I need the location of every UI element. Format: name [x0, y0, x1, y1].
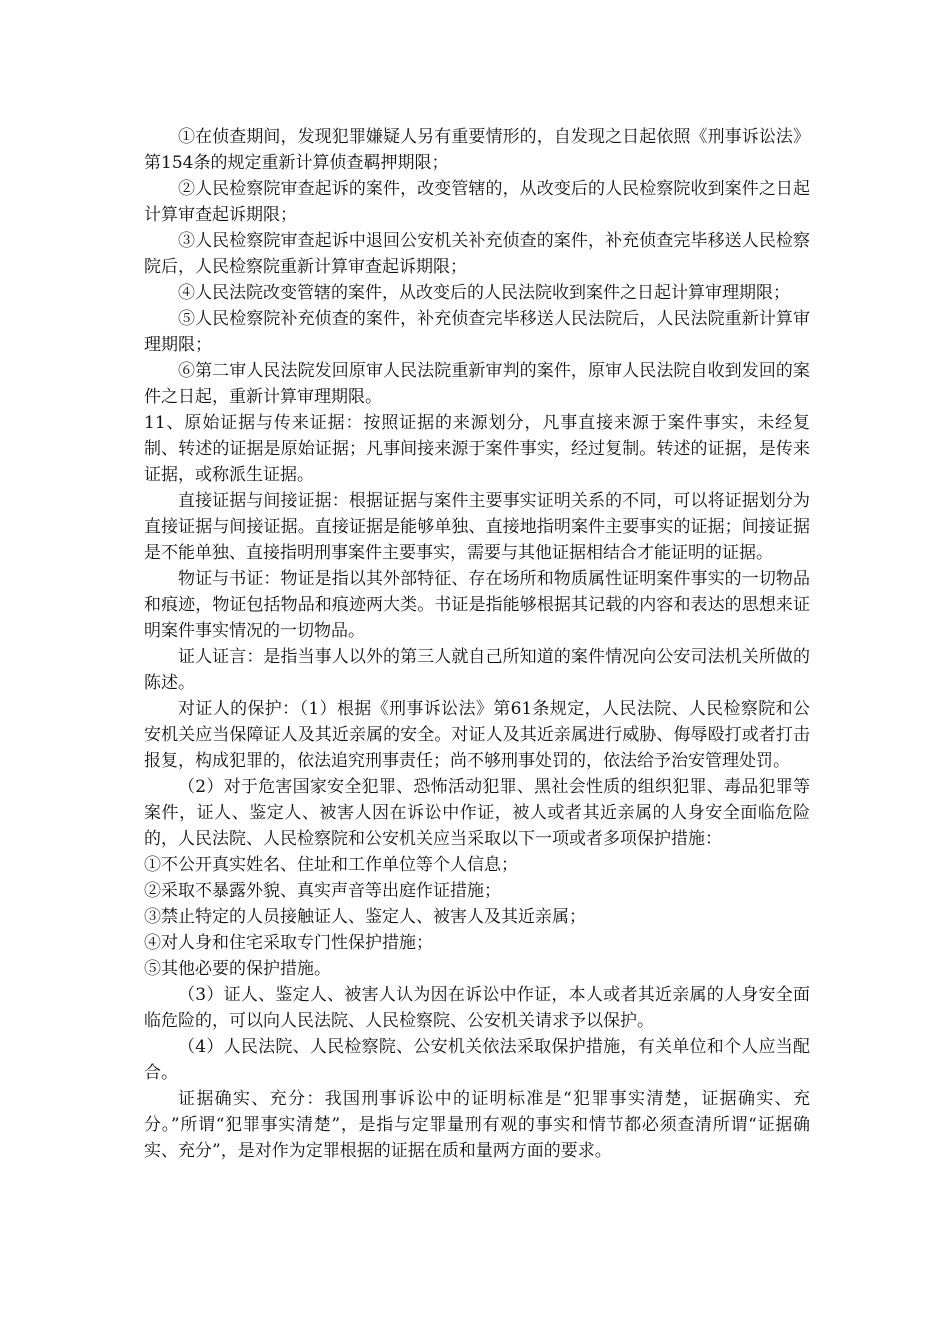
paragraph-5: ⑤人民检察院补充侦查的案件，补充侦查完毕移送人民法院后，人民法院重新计算审理期限； — [144, 309, 810, 355]
list-item-5: ⑤其他必要的保护措施。 — [144, 959, 331, 979]
paragraph-12: （2）对于危害国家安全犯罪、恐怖活动犯罪、黑社会性质的组织犯罪、毒品犯罪等案件，证人、鉴定人、被害人因在诉讼中作证，被人或者其近亲属的人身安全面临危险的，人民法院、人民检察院和公安机关应当采取以下一项或者多项保护措施： — [144, 777, 810, 849]
paragraph-7: 11、原始证据与传来证据：按照证据的来源划分，凡事直接来源于案件事实，未经复制、转述的证据是原始证据；凡事间接来源于案件事实，经过复制。转述的证据，是传来证据，或称派生证据。 — [144, 413, 810, 485]
list-item-4: ④对人身和住宅采取专门性保护措施； — [144, 933, 433, 953]
document-page — [144, 124, 810, 1164]
paragraph-9: 物证与书证：物证是指以其外部特征、存在场所和物质属性证明案件事实的一切物品和痕迹，物证包括物品和痕迹两大类。书证是指能够根据其记载的内容和表达的思想来证明案件事实情况的一切物品。 — [144, 569, 810, 641]
paragraph-8: 直接证据与间接证据：根据证据与案件主要事实证明关系的不同，可以将证据划分为直接证据与间接证据。直接证据是能够单独、直接地指明案件主要事实的证据；间接证据是不能单独、直接指明刑事案件主要事实，需要与其他证据相结合才能证明的证据。 — [144, 491, 810, 563]
list-item-2: ②采取不暴露外貌、真实声音等出庭作证措施； — [144, 881, 501, 901]
paragraph-3: ③人民检察院审查起诉中退回公安机关补充侦查的案件，补充侦查完毕移送人民检察院后，人民检察院重新计算审查起诉期限； — [144, 231, 810, 277]
list-item-3: ③禁止特定的人员接触证人、鉴定人、被害人及其近亲属； — [144, 907, 586, 927]
paragraph-11: 对证人的保护：（1）根据《刑事诉讼法》第61条规定，人民法院、人民检察院和公安机关应当保障证人及其近亲属的安全。对证人及其近亲属进行威胁、侮辱殴打或者打击报复，构成犯罪的，依法追究刑事责任；尚不够刑事处罚的，依法给予治安管理处罚。 — [144, 699, 810, 771]
paragraph-15: 证据确实、充分：我国刑事诉讼中的证明标准是“犯罪事实清楚，证据确实、充分。”所谓“犯罪事实清楚”，是指与定罪量刑有观的事实和情节都必须查清所谓“证据确实、充分”，是对作为定罪根据的证据在质和量两方面的要求。 — [144, 1089, 810, 1161]
paragraph-14: （4）人民法院、人民检察院、公安机关依法采取保护措施，有关单位和个人应当配合。 — [144, 1037, 810, 1083]
paragraph-10: 证人证言：是指当事人以外的第三人就自己所知道的案件情况向公安司法机关所做的陈述。 — [144, 647, 810, 693]
paragraph-4: ④人民法院改变管辖的案件，从改变后的人民法院收到案件之日起计算审理期限； — [178, 283, 790, 303]
paragraph-13: （3）证人、鉴定人、被害人认为因在诉讼中作证，本人或者其近亲属的人身安全面临危险的，可以向人民法院、人民检察院、公安机关请求予以保护。 — [144, 985, 810, 1031]
paragraph-2: ②人民检察院审查起诉的案件，改变管辖的，从改变后的人民检察院收到案件之日起计算审查起诉期限； — [144, 179, 810, 225]
paragraph-6: ⑥第二审人民法院发回原审人民法院重新审判的案件，原审人民法院自收到发回的案件之日起，重新计算审理期限。 — [144, 361, 810, 407]
list-item-1: ①不公开真实姓名、住址和工作单位等个人信息； — [144, 855, 518, 875]
paragraph-1: ①在侦查期间，发现犯罪嫌疑人另有重要情形的，自发现之日起依照《刑事诉讼法》第154条的规定重新计算侦查羁押期限； — [144, 127, 810, 173]
